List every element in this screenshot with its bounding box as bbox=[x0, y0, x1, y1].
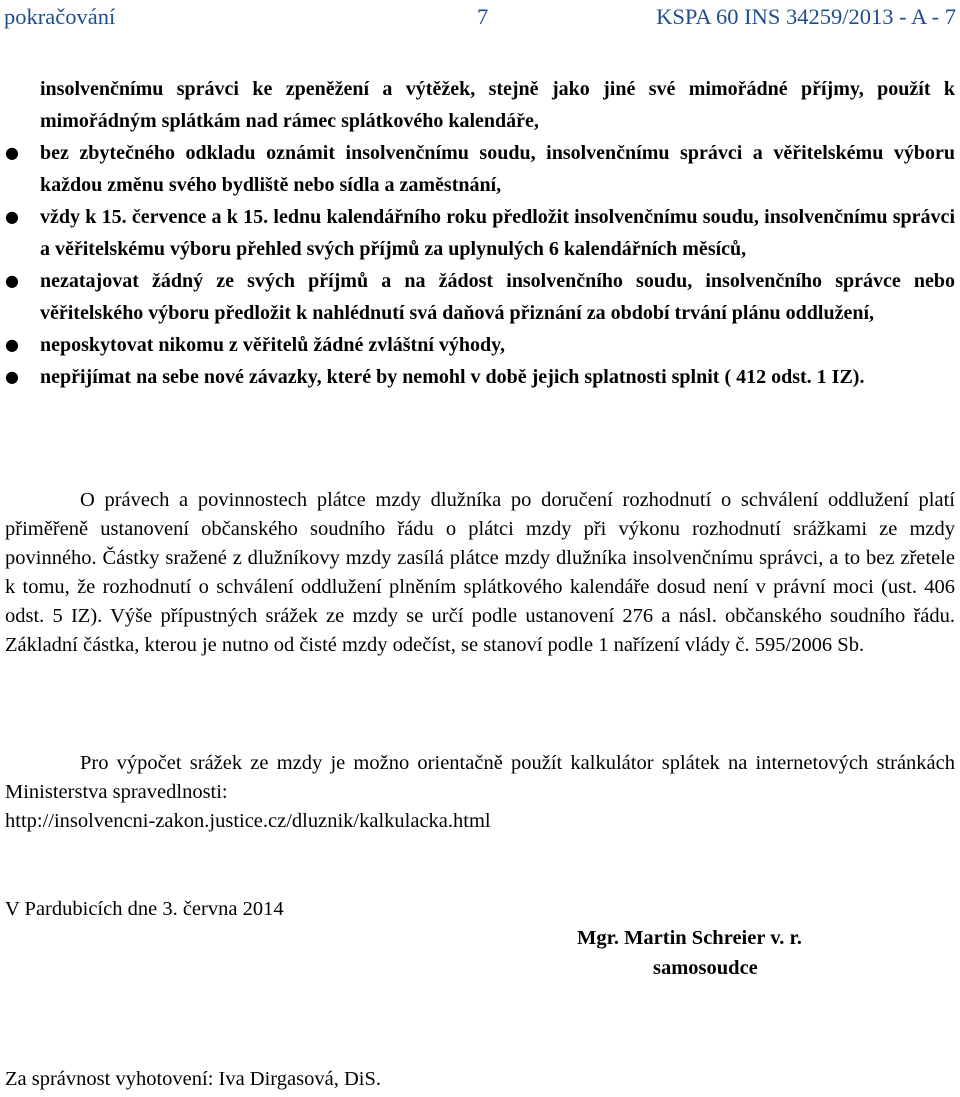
obligation-item-1: bez zbytečného odkladu oznámit insolvenčnímu soudu, insolvenčnímu správci a věřitelskému výboru každou změnu svého bydliště nebo sídla a zaměstnání, bbox=[40, 142, 955, 196]
calculator-text: Pro výpočet srážek ze mzdy je možno orientačně použít kalkulátor splátek na internetových stránkách Ministerstva spravedlnosti: bbox=[5, 752, 955, 803]
header-continuation-label: pokračování bbox=[4, 4, 116, 29]
list-item bbox=[5, 265, 955, 329]
bullet-icon: ● bbox=[5, 143, 19, 162]
list-item bbox=[5, 361, 955, 393]
judge-signature-name: Mgr. Martin Schreier v. r. bbox=[577, 927, 802, 949]
list-item bbox=[5, 201, 955, 265]
place-and-date: V Pardubicích dne 3. června 2014 bbox=[5, 898, 284, 920]
list-item bbox=[5, 329, 955, 361]
bullet-icon: ● bbox=[5, 335, 19, 354]
bullet-icon: ● bbox=[5, 207, 19, 226]
bullet-icon: ● bbox=[5, 367, 19, 386]
list-item bbox=[5, 137, 955, 201]
obligation-item-5: nepřijímat na sebe nové závazky, které by nemohl v době jejich splatnosti splnit ( 412 odst. 1 IZ). bbox=[40, 366, 865, 388]
header-page-number: 7 bbox=[477, 4, 489, 29]
certification-footer: Za správnost vyhotovení: Iva Dirgasová, DiS. bbox=[5, 1068, 381, 1090]
header-case-number: KSPA 60 INS 34259/2013 - A - 7 bbox=[656, 4, 956, 29]
bullet-icon: ● bbox=[5, 271, 19, 290]
obligation-item-2: vždy k 15. července a k 15. lednu kalendářního roku předložit insolvenčnímu soudu, insolvenčnímu správci a věřitelskému výboru přehled svých příjmů za uplynulých 6 kalendářních měsíců, bbox=[40, 206, 955, 260]
obligation-continuation-text: insolvenčnímu správci ke zpeněžení a výtěžek, stejně jako jiné své mimořádné příjmy, použít k mimořádným splátkám nad rámec splátkového kalendáře, bbox=[40, 78, 955, 132]
calculator-url-link[interactable]: http://insolvencni-zakon.justice.cz/dluznik/kalkulacka.html bbox=[5, 810, 491, 832]
calculator-paragraph bbox=[5, 749, 955, 807]
debtor-obligations-list bbox=[5, 73, 955, 393]
obligation-item-3: nezatajovat žádný ze svých příjmů a na žádost insolvenčního soudu, insolvenčního správce nebo věřitelského výboru předložit k nahlédnutí svá daňová přiznání za období trvání plánu oddlužení, bbox=[40, 270, 955, 324]
obligation-item-4: neposkytovat nikomu z věřitelů žádné zvláštní výhody, bbox=[40, 334, 506, 356]
judge-signature-role: samosoudce bbox=[653, 957, 758, 979]
employer-duties-text: O právech a povinnostech plátce mzdy dlužníka po doručení rozhodnutí o schválení oddlužení platí přiměřeně ustanovení občanského soudního řádu o plátci mzdy při výkonu rozhodnutí srážkami ze mzdy povinného. Částky sražené z dlužníkovy mzdy zasílá plátce mzdy dlužníka insolvenčnímu správci, a to bez zřetele k tomu, že rozhodnutí o schválení oddlužení plněním splátkového kalendáře dosud není v právní moci (ust. 406 odst. 5 IZ). Výše přípustných srážek ze mzdy se určí podle ustanovení 276 a násl. občanského soudního řádu. Základní částka, kterou je nutno od čisté mzdy odečíst, se stanoví podle 1 nařízení vlády č. 595/2006 Sb. bbox=[5, 489, 955, 656]
employer-duties-paragraph bbox=[5, 486, 955, 660]
